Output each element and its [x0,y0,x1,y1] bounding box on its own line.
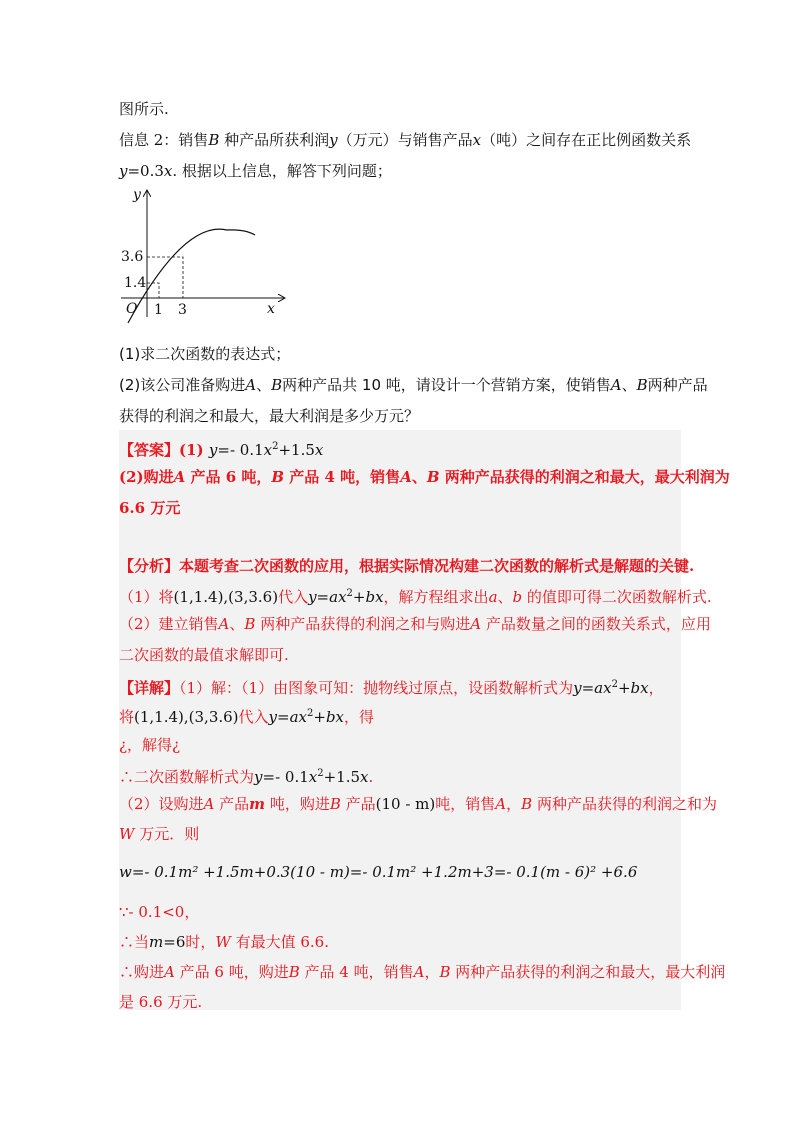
detail-line-11: 是 6.6 万元. [119,993,203,1011]
question-2: (2)该公司准备购进A、B两种产品共 10 吨，请设计一个营销方案，使销售A、B两种产品 [119,376,708,394]
detail-line-10: ∴购进A 产品 6 吨，购进B 产品 4 吨，销售A，B 两种产品获得的利润之和最大，最大利润 [119,963,726,981]
answer-line-3: 6.6 万元 [119,499,181,517]
intro-line-2: 信息 2：销售B 种产品所获利润y（万元）与销售产品x（吨）之间存在正比例函数关系 [119,131,692,149]
detail-equation: w=- 0.1m² +1.5m+0.3(10 - m)=- 0.1m² +1.2m+3=- 0.1(m - 6)² +6.6 [119,863,638,881]
analysis-line-2: （1）将(1,1.4),(3,3.6)代入$y=ax^2+bx$，解方程组求出a、b 的值即可得二次函数解析式. [119,588,712,606]
detail-line-9: ∴当m=6时，W 有最大值 6.6. [119,933,329,951]
analysis-line-4: 二次函数的最值求解即可. [119,646,289,664]
parabola-graph [119,185,294,325]
analysis-line-3: （2）建立销售A、B 两种产品获得的利润之和与购进A 产品数量之间的函数关系式，应用 [119,615,711,633]
analysis-line-1: 【分析】本题考查二次函数的应用，根据实际情况构建二次函数的解析式是解题的关键. [119,557,695,575]
x-tick-1: 1 [154,302,163,318]
answer-line-2: (2)购进A 产品 6 吨，B 产品 4 吨，销售A、B 两种产品获得的利润之和最大，最大利润为 [119,468,730,486]
y-axis-label: y [133,187,141,203]
detail-line-2: 将(1,1.4),(3,3.6)代入$y=ax^2+bx$，得 [119,708,375,726]
detail-line-8: ∵- 0.1<0， [119,903,200,921]
detail-line-3: ¿，解得¿ [119,736,181,754]
x-axis-label: x [267,301,275,317]
question-1: (1)求二次函数的表达式； [119,345,291,363]
detail-line-6: W 万元．则 [119,825,200,843]
intro-line-1: 图所示. [119,100,169,118]
detail-line-5: （2）设购进A 产品m 吨，购进B 产品(10 - m)吨，销售A，B 两种产品获得的利润之和为 [119,795,717,813]
y-tick-3-6: 3.6 [121,249,144,265]
answer-line-1: 【答案】(1) y=- $0.1x^2+1.5x$ [119,441,324,459]
dashed-guide-1 [147,283,159,298]
detail-line-1: 【详解】（1）解：（1）由图象可知：抛物线过原点，设函数解析式为$y=ax^2+bx$， [119,679,664,697]
origin-label: O [126,301,138,317]
dashed-guide-3 [147,257,183,298]
intro-line-3: y=0.3x. 根据以上信息，解答下列问题； [119,162,392,180]
question-2-cont: 获得的利润之和最大，最大利润是多少万元？ [119,407,420,425]
x-tick-3: 3 [178,302,187,318]
y-tick-1-4: 1.4 [124,275,147,291]
detail-line-4: ∴二次函数解析式为y=- $0.1x^2+1.5x$. [119,768,374,786]
